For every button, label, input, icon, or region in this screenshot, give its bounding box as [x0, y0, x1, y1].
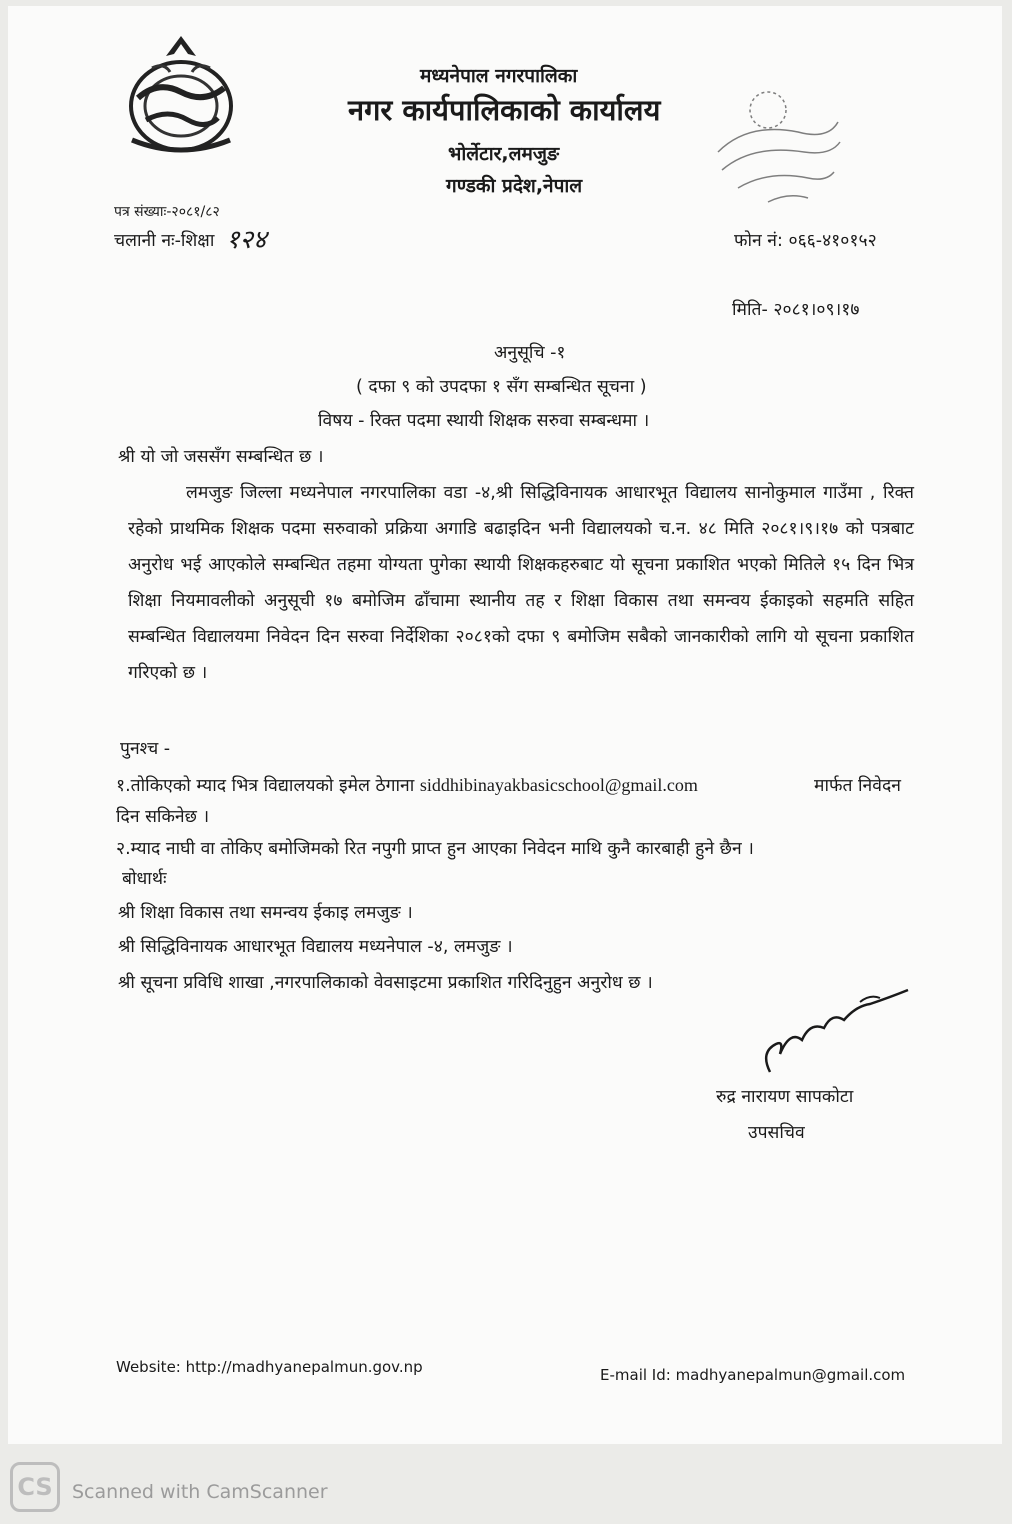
phone-number: फोन नं: ०६६-४१०१५२: [734, 231, 877, 251]
salutation: श्री यो जो जससँग सम्बन्धित छ ।: [118, 447, 324, 467]
clause-reference: ( दफा ९ को उपदफा १ सँग सम्बन्धित सूचना ): [356, 377, 647, 397]
province-name: गण्डकी प्रदेश,नेपाल: [446, 175, 583, 197]
cc-label: बोधार्थः: [122, 869, 167, 889]
school-email-link[interactable]: siddhibinayakbasicschool@gmail.com: [419, 775, 698, 795]
subject-line: विषय - रिक्त पदमा स्थायी शिक्षक सरुवा सम्बन्धमा ।: [318, 411, 650, 431]
office-address: भोर्लेटार,लमजुङ: [448, 143, 560, 165]
dispatch-number-label: चलानी नः-शिक्षा: [114, 231, 215, 251]
postscript-item-1-line-2: दिन सकिनेछ ।: [116, 807, 210, 827]
body-paragraph: लमजुङ जिल्ला मध्यनेपाल नगरपालिका वडा -४,श्री सिद्धिविनायक आधारभूत विद्यालय सानोकुमाल गाउँमा , रिक्त रहेको प्राथमिक शिक्षक पदमा सरुवाको प्रक्रिया अगाडि बढाइदिन भनी विद्यालयको च.न. ४८ मिति २०८१।९।१७ को पत्रबाट अनुरोध भई आएकोले सम्बन्धित तहमा योग्यता पुगेका स्थायी शिक्षकहरुबाट यो सूचना प्रकाशित भएको मितिले १५ दिन भित्र शिक्षा नियमावलीको अनुसूची १७ बमोजिम ढाँचामा स्थानीय तह र शिक्षा विकास तथा समन्वय ईकाइको सहमति सहित सम्बन्धित विद्यालयमा निवेदन दिन सरुवा निर्देशिका २०८१को दफा ९ बमोजिम सबैको जानकारीको लागि यो सूचना प्रकाशित गरिएको छ ।: [128, 483, 914, 683]
letter-number: पत्र संख्याः-२०८१/८२: [114, 204, 220, 220]
signatory-name: रुद्र नारायण सापकोटा: [716, 1087, 854, 1107]
cc-line-3: श्री सूचना प्रविधि शाखा ,नगरपालिकाको वेवसाइटमा प्रकाशित गरिदिनुहुन अनुरोध छ ।: [118, 973, 653, 993]
dispatch-number-handwritten: १२४: [226, 225, 267, 255]
letter-date: मिति- २०८१।०९।१७: [732, 300, 860, 320]
cc-line-2: श्री सिद्धिविनायक आधारभूत विद्यालय मध्यनेपाल -४, लमजुङ ।: [118, 937, 513, 957]
camscanner-logo-icon: CS: [10, 1462, 60, 1512]
signature-icon: [740, 982, 920, 1082]
cc-line-1: श्री शिक्षा विकास तथा समन्वय ईकाइ लमजुङ ।: [118, 903, 413, 923]
office-stamp-icon: [708, 82, 848, 212]
office-name: नगर कार्यपालिकाको कार्यालय: [348, 93, 661, 127]
website-link[interactable]: Website: http://madhyanepalmun.gov.np: [116, 1358, 423, 1376]
postscript-item-1: [116, 773, 698, 797]
signatory-title: उपसचिव: [748, 1123, 805, 1143]
postscript-item-1-prefix: १.तोकिएको म्याद भित्र विद्यालयको इमेल ठेगाना: [116, 776, 415, 796]
schedule-title: अनुसूचि -१: [494, 343, 566, 363]
postscript-item-1-suffix: मार्फत निवेदन: [814, 776, 902, 796]
nepal-emblem-icon: [118, 28, 244, 158]
office-email-link[interactable]: E-mail Id: madhyanepalmun@gmail.com: [600, 1366, 906, 1384]
postscript-item-2: २.म्याद नाघी वा तोकिए बमोजिमको रित नपुगी प्राप्त हुन आएका निवेदन माथि कुनै कारबाही हुने छैन ।: [116, 839, 754, 859]
municipality-name: मध्यनेपाल नगरपालिका: [420, 65, 578, 87]
camscanner-watermark: Scanned with CamScanner: [72, 1481, 328, 1503]
letter-sheet: [8, 6, 1002, 1444]
postscript-label: पुनश्च -: [120, 739, 171, 759]
